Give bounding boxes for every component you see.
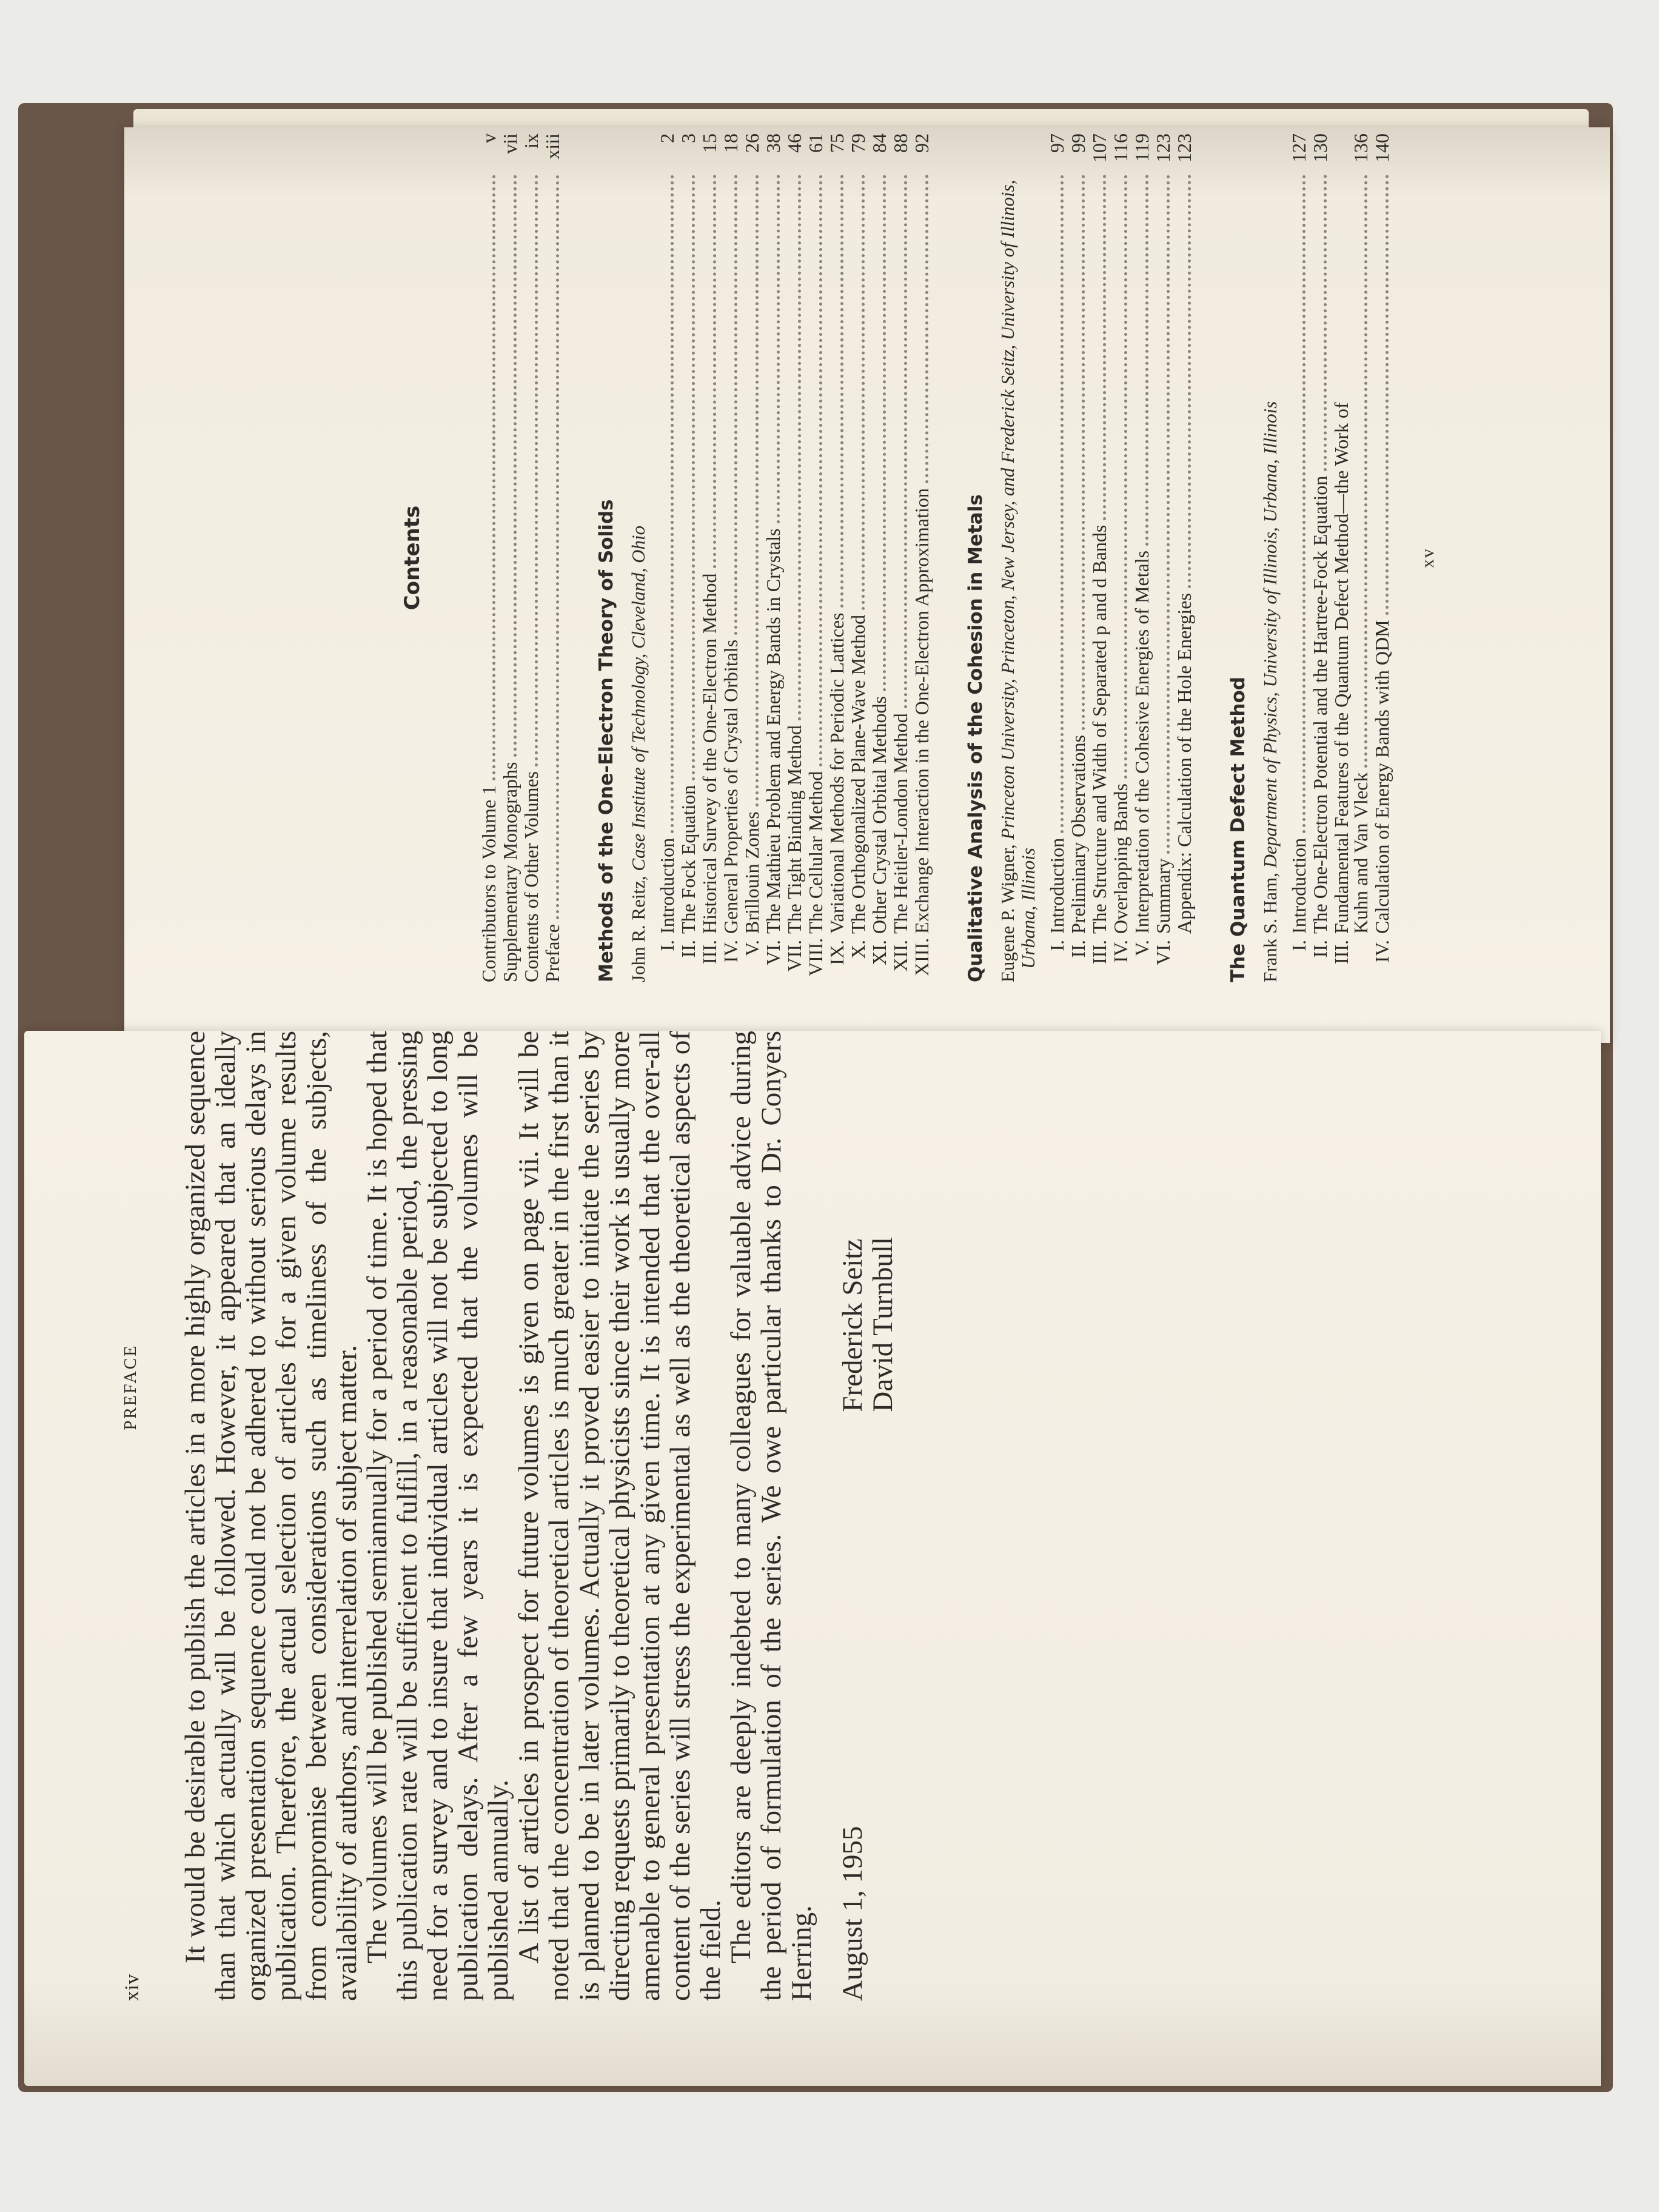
- entry-page-number: vii: [499, 133, 521, 154]
- leader-dots: [904, 175, 907, 708]
- entry-page-number: 26: [741, 133, 763, 153]
- section-number: VI.: [762, 940, 784, 965]
- page-folio-left: xiv: [121, 1973, 143, 2001]
- signatories: [837, 1237, 898, 1412]
- chapter-entry: [965, 133, 1196, 982]
- toc-entry: [848, 133, 870, 982]
- toc-entry: [721, 133, 742, 982]
- entry-page-number: 18: [720, 133, 742, 153]
- entry-page-number: xiii: [541, 133, 563, 159]
- running-head: [121, 1031, 144, 2001]
- front-matter-entry: [543, 133, 564, 982]
- entry-page-number: 46: [783, 133, 805, 153]
- section-number: X.: [847, 940, 869, 959]
- entry-label: Fundamental Features of the Quantum Defect Method—the Work of: [1330, 402, 1352, 934]
- leader-dots: [671, 175, 674, 833]
- leader-dots: [713, 175, 716, 569]
- section-number: III.: [1088, 940, 1110, 964]
- entry-page-number: 15: [699, 133, 720, 153]
- signatory-name: David Turnbull: [867, 1237, 899, 1412]
- entry-label: Appendix: Calculation of the Hole Energies: [1173, 593, 1195, 934]
- entry-page-number: 38: [762, 133, 784, 153]
- entry-page-number: 116: [1110, 133, 1131, 162]
- entry-label: Variational Methods for Periodic Lattices: [826, 612, 848, 934]
- entry-label: The Orthogonalized Plane-Wave Method: [847, 614, 869, 934]
- leader-dots: [734, 175, 737, 635]
- section-number: VII.: [783, 940, 805, 972]
- entry-label: The Structure and Width of Separated p and d Bands: [1088, 525, 1110, 934]
- entry-label: Summary: [1152, 858, 1174, 934]
- entry-page-number: 119: [1131, 133, 1153, 162]
- section-number: XI.: [868, 940, 890, 965]
- entry-page-number: 2: [656, 133, 678, 143]
- entry-label: The Mathieu Problem and Energy Bands in Crystals: [762, 528, 784, 934]
- section-number: V.: [1131, 940, 1153, 956]
- leader-dots: [535, 175, 538, 766]
- section-number: III.: [699, 940, 720, 964]
- leader-dots: [1167, 175, 1170, 854]
- entry-label: Introduction: [656, 837, 678, 934]
- section-number: I.: [1288, 940, 1310, 951]
- leader-dots: [862, 175, 865, 610]
- leader-dots: [1145, 175, 1148, 546]
- author-affiliation: Case Institute of Technology, Cleveland, Ohio: [628, 525, 649, 871]
- entry-label: Interpretation of the Cohesive Energies of Metals: [1131, 550, 1153, 934]
- chapter-author: [997, 133, 1039, 982]
- section-number: XIII.: [911, 937, 933, 976]
- entry-page-number: 84: [868, 133, 890, 153]
- leader-dots: [925, 175, 928, 483]
- leader-dots: [692, 175, 695, 780]
- signature-block: [837, 1031, 898, 2001]
- toc-entry: [1153, 133, 1175, 982]
- section-number: IV.: [720, 940, 742, 963]
- entry-page-number: v: [478, 133, 500, 143]
- chapter-entry: [595, 133, 933, 982]
- toc-entry: [1372, 133, 1393, 982]
- entry-page-number: 140: [1371, 133, 1393, 163]
- entry-label: Brillouin Zones: [741, 811, 763, 934]
- toc-entry: [785, 133, 806, 982]
- leader-dots: [1302, 175, 1305, 833]
- entry-label: The Cellular Method: [805, 771, 826, 934]
- toc-entry: [827, 133, 848, 982]
- entry-label: Kuhn and Van Vleck: [1350, 772, 1372, 934]
- entry-label: The Heitler-London Method: [890, 713, 911, 934]
- section-number: V.: [741, 940, 763, 956]
- toc-entry: [891, 133, 912, 982]
- entry-label: Exchange Interaction in the One-Electron Approximation: [911, 488, 933, 934]
- leader-dots: [883, 175, 886, 691]
- front-matter-entry: [479, 133, 500, 982]
- author-name: John R. Reitz,: [628, 876, 649, 982]
- leader-dots: [1386, 175, 1389, 615]
- preface-paragraph: A list of articles in prospect for future volumes is given on page vii. It will be noted that the concentration of theoretical articles is much greater in the first than it is planned to be in later volumes. Actually it proved easier to initiate the series by directing requests primarily to theoretical physicists since their work is usually more amenable to general presentation at any given time. It is intended that the over-all content of the series will stress the experimental as well as the theoretical aspects of the field.: [513, 1031, 726, 2001]
- leader-dots: [840, 175, 843, 608]
- entry-label: Contents of Other Volumes: [520, 771, 542, 982]
- entry-label: The Tight Binding Method: [783, 725, 805, 934]
- leader-dots: [514, 175, 517, 757]
- contents-heading: Contents: [400, 505, 424, 611]
- toc-entry: [1068, 133, 1090, 982]
- chapter-title: Qualitative Analysis of the Cohesion in Metals: [965, 494, 987, 982]
- preface-paragraph: It would be desirable to publish the articles in a more highly organized sequence than that which actually will be followed. However, it appeared that an ideally organized presentation sequence could not be adhered to without serious delays in publication. Therefore, the actual selection of articles for a given volume results from compromise between considerations such as timeliness of the subjects, availability of authors, and interrelation of subject matter.: [179, 1031, 363, 2001]
- entry-label: Supplementary Monographs: [499, 762, 521, 982]
- signatory-name: Frederick Seitz: [837, 1238, 868, 1412]
- toc-entry: [657, 133, 679, 982]
- entry-label: General Properties of Crystal Orbitals: [720, 639, 742, 934]
- entry-label: Calculation of Energy Bands with QDM: [1371, 620, 1393, 934]
- section-number: I.: [656, 940, 678, 951]
- chapter-list: [595, 133, 1393, 982]
- leader-dots: [819, 175, 822, 766]
- entry-page-number: 136: [1350, 133, 1372, 163]
- toc-entry: [1332, 133, 1351, 982]
- entry-label: Preliminary Observations: [1067, 735, 1089, 934]
- author-affiliation: Department of Physics, University of Illinois, Urbana, Illinois: [1259, 401, 1281, 868]
- entry-label: The Fock Equation: [677, 785, 699, 934]
- leader-dots: [756, 175, 759, 806]
- section-number: II.: [1309, 940, 1331, 958]
- section-number: I.: [1046, 940, 1068, 951]
- leader-dots: [492, 175, 495, 780]
- entry-page-number: 92: [911, 133, 933, 153]
- entry-page-number: 127: [1288, 133, 1310, 163]
- entry-label: Preface: [541, 924, 563, 982]
- author-name: Eugene P. Wigner,: [997, 844, 1018, 982]
- toc-entry: [1111, 133, 1132, 982]
- page-folio-right: xv: [1418, 548, 1438, 568]
- toc-entry: [763, 133, 785, 982]
- section-number: IV.: [1110, 940, 1131, 963]
- section-number: III.: [1330, 940, 1352, 964]
- chapter-title: The Quantum Defect Method: [1227, 677, 1249, 982]
- leader-dots: [1082, 175, 1085, 730]
- preface-paragraph: The volumes will be published semiannually for a period of time. It is hoped that this publication rate will be sufficient to fulfill, in a reasonable period, the pressing need for a survey and to insure that individual articles will not be subjected to long publication delays. After a few years it is expected that the volumes will be published annually.: [361, 1031, 514, 2001]
- toc-entry: [1351, 133, 1372, 982]
- front-matter-list: [479, 133, 564, 982]
- chapter-author: [628, 133, 649, 982]
- section-number: II.: [677, 940, 699, 958]
- toc-entry: [806, 133, 827, 982]
- chapter-author: [1260, 133, 1281, 982]
- entry-page-number: 61: [805, 133, 826, 153]
- toc-entry: [870, 133, 891, 982]
- leader-dots: [798, 175, 801, 720]
- entry-label: Other Crystal Orbital Methods: [868, 696, 890, 934]
- entry-page-number: 99: [1067, 133, 1089, 153]
- toc-entry: [1132, 133, 1153, 982]
- section-number: IV.: [1371, 940, 1393, 963]
- front-matter-entry: [500, 133, 521, 982]
- chapter-entry: [1227, 133, 1393, 982]
- leader-dots: [1103, 175, 1106, 520]
- entry-page-number: 75: [826, 133, 848, 153]
- entry-label: Historical Survey of the One-Electron Method: [699, 573, 720, 934]
- entry-page-number: 130: [1309, 133, 1331, 163]
- entry-label: The One-Electron Potential and the Hartree-Fock Equation: [1309, 475, 1331, 934]
- entry-page-number: ix: [520, 133, 542, 149]
- leader-dots: [1188, 175, 1191, 588]
- author-affiliation: Princeton University, Princeton, New Jersey, and Frederick Seitz, University of Illinois, Urbana, Illinois: [997, 179, 1039, 969]
- entry-page-number: 88: [890, 133, 911, 153]
- toc-entry: [1047, 133, 1068, 982]
- section-number: IX.: [826, 940, 848, 965]
- leader-dots: [1061, 175, 1064, 833]
- entry-page-number: 3: [677, 133, 699, 143]
- leader-dots: [1324, 175, 1327, 471]
- entry-label: Overlapping Bands: [1110, 783, 1131, 934]
- preface-paragraph: The editors are deeply indebted to many colleagues for valuable advice during the period of formulation of the series. We owe particular thanks to Dr. Conyers Herring.: [725, 1031, 817, 2001]
- leader-dots: [556, 175, 559, 919]
- chapter-title: Methods of the One-Electron Theory of Solids: [595, 499, 617, 982]
- toc-entry: [742, 133, 763, 982]
- toc-entry: [1175, 133, 1196, 982]
- entry-label: Introduction: [1046, 837, 1068, 934]
- toc-entry: [1310, 133, 1332, 982]
- front-matter-entry: [521, 133, 543, 982]
- running-title: PREFACE: [121, 1344, 140, 1430]
- toc-entry: [1090, 133, 1111, 982]
- leader-dots: [1124, 175, 1127, 779]
- entry-label: Introduction: [1288, 837, 1310, 934]
- preface-date: August 1, 1955: [837, 1826, 868, 2001]
- entry-page-number: 79: [847, 133, 869, 153]
- entry-label: Contributors to Volume 1: [478, 785, 500, 982]
- leader-dots: [777, 175, 780, 523]
- leader-dots: [1364, 175, 1367, 768]
- entry-page-number: 123: [1152, 133, 1174, 163]
- entry-page-number: 123: [1173, 133, 1195, 163]
- preface-text-block: [121, 1031, 898, 2001]
- section-number: XII.: [890, 940, 911, 972]
- author-name: Frank S. Ham,: [1259, 873, 1281, 982]
- toc-entry: [1289, 133, 1310, 982]
- entry-page-number: 107: [1088, 133, 1110, 163]
- section-number: VI.: [1152, 940, 1174, 965]
- toc-entry: [679, 133, 700, 982]
- toc-entry: [700, 133, 721, 982]
- toc-entry: [912, 133, 933, 982]
- section-number: VIII.: [805, 937, 826, 976]
- entry-page-number: 97: [1046, 133, 1068, 153]
- section-number: II.: [1067, 940, 1089, 958]
- contents-block: [400, 133, 1438, 982]
